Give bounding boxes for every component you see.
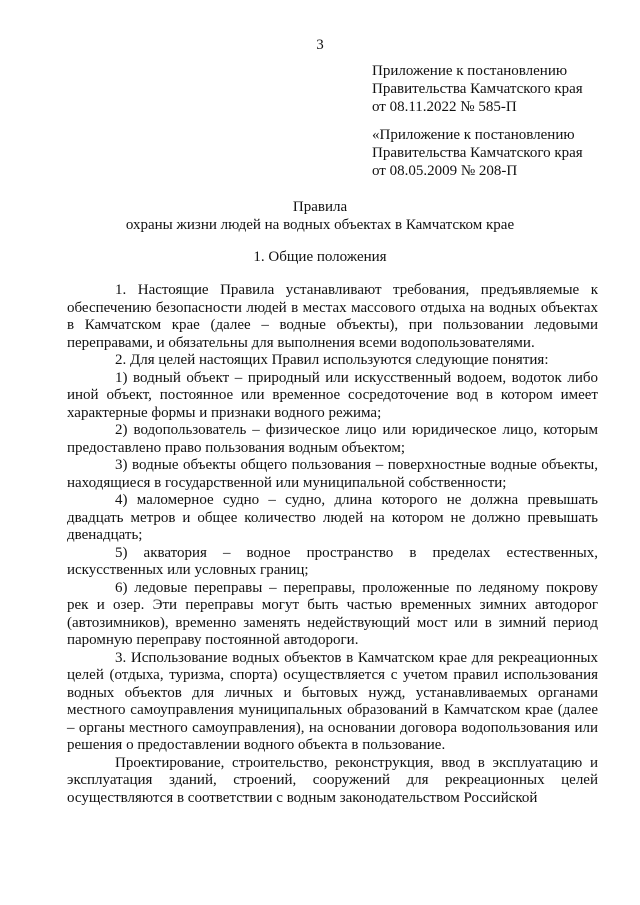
document-title-line: Правила	[292, 199, 348, 215]
document-title	[0, 198, 640, 234]
page-number: 3	[316, 37, 324, 53]
appendix-line: от 08.11.2022 № 585-П	[372, 99, 517, 115]
appendix-line: Правительства Камчатского края	[372, 81, 583, 97]
paragraph: 2) водопользователь – физическое лицо или юридическое лицо, которым предоставлено право пользования водным объектом;	[67, 422, 598, 456]
section-heading: 1. Общие положения	[253, 249, 387, 265]
appendix-line: Правительства Камчатского края	[372, 145, 583, 161]
paragraph: 5) акватория – водное пространство в пределах естественных, искусственных или условных границ;	[67, 544, 598, 578]
appendix-original	[372, 126, 622, 180]
paragraph: 4) маломерное судно – судно, длина которого не должна превышать двадцать метров и общее количество людей на котором не должно превышать двенадцать;	[67, 492, 598, 543]
paragraph: Проектирование, строительство, реконструкция, ввод в эксплуатацию и эксплуатация зданий, строений, сооружений для рекреационных целей осуществляются в соответствии с водным законодательством Российской	[67, 754, 598, 806]
paragraph: 3. Использование водных объектов в Камчатском крае для рекреационных целей (отдыха, туризма, спорта) осуществляется с учетом правил использования водных объектов для личных и бытовых нужд, устанавливаемых органами местного самоуправления муниципальных образований в Камчатском крае (далее – органы местного самоуправления), на основании договора водопользования или решения о предоставлении водного объекта в пользование.	[67, 649, 598, 753]
appendix-current	[372, 62, 622, 116]
paragraph: 1) водный объект – природный или искусственный водоем, водоток либо иной объект, постоянное или временное сосредоточение вод в котором имеет характерные формы и признаки водного режима;	[67, 369, 598, 421]
appendix-line: Приложение к постановлению	[372, 63, 568, 79]
paragraph: 3) водные объекты общего пользования – поверхностные водные объекты, находящиеся в государственной или муниципальной собственности;	[67, 457, 598, 491]
appendix-line: «Приложение к постановлению	[372, 127, 575, 143]
paragraph: 1. Настоящие Правила устанавливают требования, предъявляемые к обеспечению безопасности людей в местах массового отдыха на водных объектах в Камчатском крае (далее – водные объекты), при пользовании ледовыми переправами, и обязательны для выполнения всеми водопользователями.	[67, 282, 598, 351]
appendix-line: от 08.05.2009 № 208-П	[372, 163, 518, 179]
body-text	[67, 282, 598, 807]
paragraph: 6) ледовые переправы – переправы, проложенные по ледяному покрову рек и озер. Эти переправы могут быть частью временных зимних автодорог (автозимников), временно заменять недействующий мост или в зимний период паромную переправу постоянной автодороги.	[67, 579, 598, 648]
paragraph: 2. Для целей настоящих Правил используются следующие понятия:	[115, 352, 549, 368]
document-title-line: охраны жизни людей на водных объектах в Камчатском крае	[125, 217, 515, 233]
